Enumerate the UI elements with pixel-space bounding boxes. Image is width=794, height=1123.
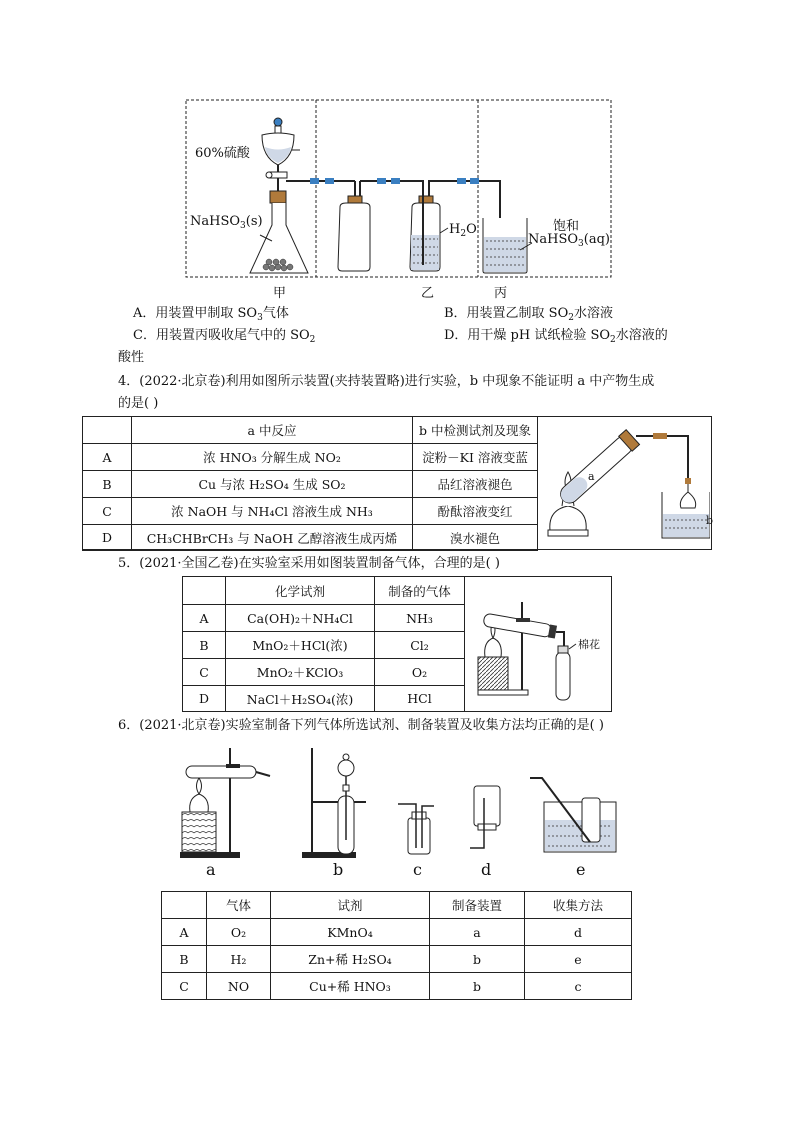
q6-fig-label-e: e [576,860,586,879]
table-row: A Ca(OH)₂＋NH₄Cl NH₃ [183,605,465,632]
table-row [83,417,538,444]
label-60-acid: 60%硫酸 [195,146,250,161]
q4-fig-label-a: a [588,470,595,483]
table-row: B MnO₂＋HCl(浓) Cl₂ [183,632,465,659]
label-water: $H_2O$ [449,222,477,239]
q4-table [82,416,538,551]
label-nahso3-solid: NaHSO$_3$(s) [190,214,263,231]
option-d-continued: 酸性 [118,350,145,365]
q6-apparatus-row [170,740,630,865]
option-c: C．用装置丙吸收尾气中的 $SO_2$ [133,328,316,345]
label-unit-jia: 甲 [273,286,287,301]
table-row: A 浓 HNO₃ 分解生成 NO₂ 淀粉－KI 溶液变蓝 [83,444,538,471]
table-row: B H₂ Zn+稀 H₂SO₄ b e [162,946,632,973]
table-row: D CH₃CHBrCH₃ 与 NaOH 乙醇溶液生成丙烯 溴水褪色 [83,525,538,551]
question-6-stem: 6．(2021·北京卷)实验室制备下列气体所选试剂、制备装置及收集方法均正确的是( ) [118,718,604,733]
header-b-detection: b 中检测试剂及现象 [413,417,538,444]
label-unit-bing: 丙 [494,286,508,301]
table-row: C MnO₂＋KClO₃ O₂ [183,659,465,686]
question-4-stem: 4．(2022·北京卷)利用如图所示装置(夹持装置略)进行实验，b 中现象不能证明 a 中产物生成 [118,374,655,389]
question-4-stem-2: 的是( ) [118,396,159,411]
q6-fig-label-d: d [481,860,492,879]
q6-fig-label-a: a [206,860,216,879]
table-row: 气体 试剂 制备装置 收集方法 [162,892,632,919]
table-row: B Cu 与浓 H₂SO₄ 生成 SO₂ 品红溶液褪色 [83,471,538,498]
q6-fig-label-c: c [413,860,422,879]
header-a-reaction: a 中反应 [132,417,413,444]
label-cotton: 棉花 [578,638,600,651]
table-row: C NO Cu+稀 HNO₃ b c [162,973,632,1000]
q5-table [182,576,465,712]
table-row: C 浓 NaOH 与 NH₄Cl 溶液生成 NH₃ 酚酞溶液变红 [83,498,538,525]
table-row: A O₂ KMnO₄ a d [162,919,632,946]
label-unit-yi: 乙 [421,286,435,301]
option-b: B．用装置乙制取 $SO_2$水溶液 [444,306,613,323]
table-row: 化学试剂 制备的气体 [183,577,465,605]
q6-table [161,891,632,1000]
option-a: A．用装置甲制取 $SO_3$气体 [133,306,289,323]
option-d: D．用干燥 pH 试纸检验 $SO_2$水溶液的 [444,328,668,345]
q6-fig-label-b: b [333,860,344,879]
question-5-stem: 5．(2021·全国乙卷)在实验室采用如图装置制备气体，合理的是( ) [118,556,500,571]
table-row: D NaCl＋H₂SO₄(浓) HCl [183,686,465,712]
label-saturated: 饱和 [553,219,580,234]
q4-fig-label-b: b [706,514,714,527]
frame-outer [186,100,611,277]
label-nahso3-aq: NaHSO$_3$(aq) [528,232,610,249]
q4-apparatus [540,420,710,546]
apparatus-figure-1 [180,95,620,300]
